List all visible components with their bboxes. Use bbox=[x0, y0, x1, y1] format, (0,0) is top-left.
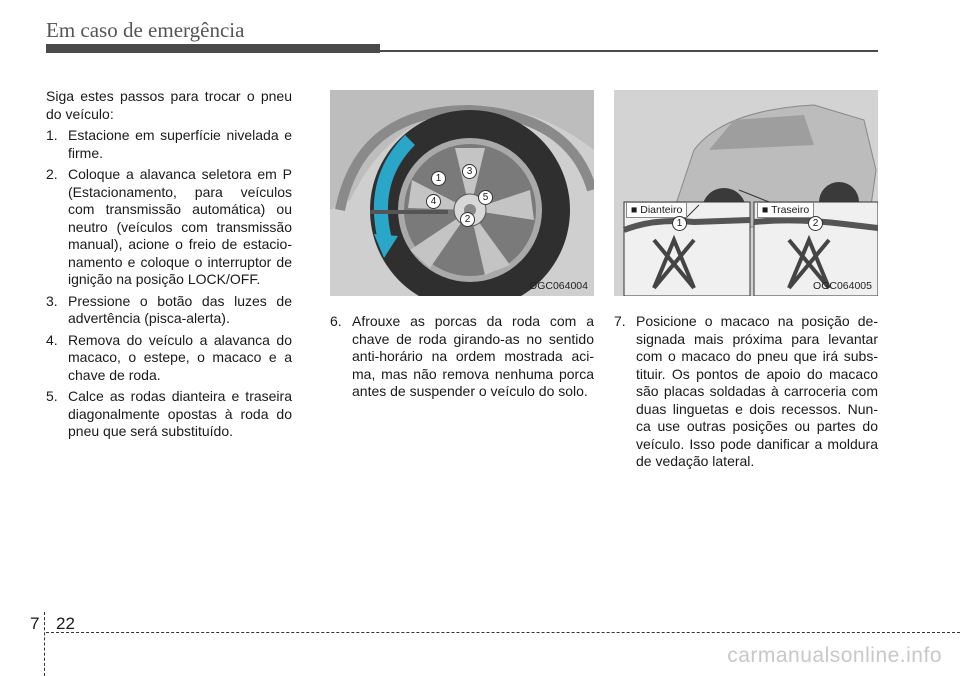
instructions-column-2 bbox=[330, 313, 594, 405]
front-label: ■ Dianteiro bbox=[626, 202, 687, 218]
footer-divider bbox=[44, 612, 45, 676]
step-2: 2. Coloque a alavanca seletora em P (Estacionamento, para veículos com transmissão automática) ou neutro (veículos com transmissão manual), acione o freio de estacio-namento e coloque o interruptor de ignição na posição LOCK/OFF. bbox=[46, 166, 292, 287]
wheel-illustration bbox=[330, 90, 594, 296]
instructions-column-1 bbox=[46, 88, 292, 445]
car-illustration bbox=[614, 90, 878, 296]
jack-point-1: 1 bbox=[672, 216, 687, 231]
step-7: 7. Posicione o macaco na posição de-signada mais próxima para levantar com o macaco do pneu que irá subs-tituir. Os pontos de apoio do macaco são placas soldadas à carroceria com duas linguetas e dois recessos. Nun-ca use outras posições ou partes do veículo. Isso pode danificar a moldura de vedação lateral. bbox=[614, 313, 878, 469]
section-title: Em caso de emergência bbox=[46, 18, 245, 42]
chapter-number: 7 bbox=[30, 614, 40, 633]
step-4: 4. Remova do veículo a alavanca do macaco, o estepe, o macaco e a chave de roda. bbox=[46, 331, 292, 383]
watermark: carmanualsonline.info bbox=[727, 644, 942, 667]
nut-order-5: 5 bbox=[478, 190, 493, 205]
jack-points-figure bbox=[614, 90, 878, 296]
header-rule bbox=[380, 50, 878, 52]
nut-order-1: 1 bbox=[431, 171, 446, 186]
wheel-nut-order-figure bbox=[330, 90, 594, 296]
figure-code: OGC064005 bbox=[813, 280, 872, 292]
instructions-column-3 bbox=[614, 313, 878, 475]
rear-label: ■ Traseiro bbox=[757, 202, 814, 218]
nut-order-3: 3 bbox=[462, 164, 477, 179]
nut-order-2: 2 bbox=[460, 212, 475, 227]
step-6: 6. Afrouxe as porcas da roda com a chave de roda girando-as no sentido anti-horário na ordem mostrada aci-ma, mas não remova nenhuma porca antes de suspender o veículo do solo. bbox=[330, 313, 594, 399]
figure-code: OGC064004 bbox=[529, 280, 588, 292]
jack-point-2: 2 bbox=[808, 216, 823, 231]
footer-rule bbox=[46, 632, 960, 633]
intro-text: Siga estes passos para trocar o pneu do veículo: bbox=[46, 88, 292, 122]
step-3: 3. Pressione o botão das luzes de advertência (pisca-alerta). bbox=[46, 292, 292, 326]
page-number: 22 bbox=[56, 614, 75, 633]
step-1: 1. Estacione em superfície nivelada e firme. bbox=[46, 127, 292, 161]
nut-order-4: 4 bbox=[426, 194, 441, 209]
step-5: 5. Calce as rodas dianteira e traseira diagonalmente opostas à roda do pneu que será substituído. bbox=[46, 388, 292, 439]
header-bar bbox=[46, 44, 380, 53]
